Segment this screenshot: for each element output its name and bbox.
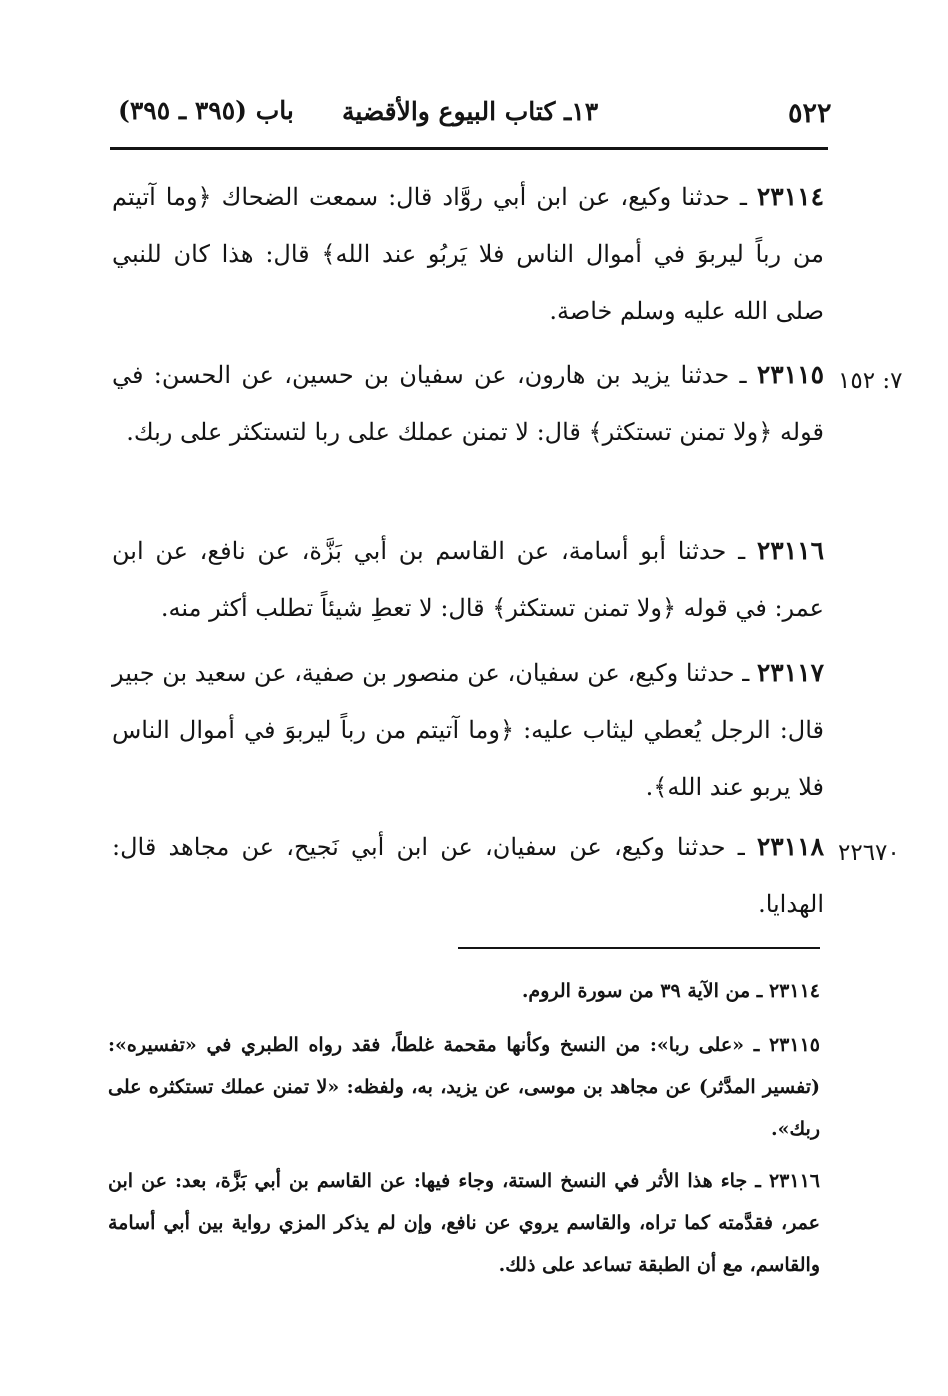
footnote-rule xyxy=(458,947,820,949)
margin-reference: ٢٢٦٧٠ xyxy=(838,840,900,866)
margin-reference: ٧: ١٥٢ xyxy=(838,368,903,394)
entry-number: ٢٣١١٨ xyxy=(756,832,824,861)
entry-text: ـ حدثنا أبو أسامة، عن القاسم بن أبي بَزَّة، عن نافع، عن ابن عمر: في قوله ﴿ولا تمنن تستكثر﴾ قال: لا تعطِ شيئاً تطلب أكثر منه. xyxy=(112,537,824,622)
hadith-entry xyxy=(112,644,824,816)
page-number: ٥٢٢ xyxy=(788,98,832,129)
entry-text: ـ حدثنا يزيد بن هارون، عن سفيان بن حسين، عن الحسن: في قوله ﴿ولا تمنن تستكثر﴾ قال: لا تمنن عملك على ربا لتستكثر على ربك. xyxy=(112,361,824,446)
footnote-number: ٢٣١١٥ xyxy=(768,1034,820,1056)
entry-number: ٢٣١١٦ xyxy=(756,536,824,565)
hadith-entry xyxy=(112,168,824,340)
header-rule xyxy=(110,147,828,150)
entry-number: ٢٣١١٤ xyxy=(756,182,824,211)
entry-number: ٢٣١١٧ xyxy=(756,658,824,687)
entry-text: ـ حدثنا وكيع، عن سفيان، عن ابن أبي نَجيح، عن مجاهد قال: الهدايا. xyxy=(112,833,824,918)
footnote-number: ٢٣١١٦ xyxy=(768,1170,820,1192)
footnote xyxy=(108,1024,820,1150)
entry-text: ـ حدثنا وكيع، عن سفيان، عن منصور بن صفية، عن سعيد بن جبير قال: الرجل يُعطي ليثاب عليه: ﴿وما آتيتم من رباً ليربوَ في أموال الناس فلا يربو عند الله﴾. xyxy=(112,659,824,801)
footnote-text: ـ «على ربا»: من النسخ وكأنها مقحمة غلطاً، فقد رواه الطبري في «تفسيره»: (تفسير المدَّثر) عن مجاهد بن موسى، عن يزيد، به، ولفظه: «لا تمنن عملك تستكثره على ربك». xyxy=(108,1034,820,1140)
chapter-title: ١٣ـ كتاب البيوع والأقضية xyxy=(342,97,599,126)
entry-text: ـ حدثنا وكيع، عن ابن أبي روَّاد قال: سمعت الضحاك ﴿وما آتيتم من رباً ليربوَ في أموال الناس فلا يَربُو عند الله﴾ قال: هذا كان للنبي صلى الله عليه وسلم خاصة. xyxy=(112,183,824,325)
footnote xyxy=(108,1160,820,1286)
section-title: باب (٣٩٥ ـ ٣٩٥) xyxy=(118,96,294,125)
hadith-entry xyxy=(112,522,824,637)
footnote xyxy=(108,970,820,1012)
footnote-text: ـ جاء هذا الأثر في النسخ الستة، وجاء فيها: عن القاسم بن أبي بَزَّة، بعد: عن ابن عمر، فقدَّمته كما تراه، والقاسم يروي عن نافع، وإن لم يذكر المزي رواية بين أبي أسامة والقاسم، مع أن الطبقة تساعد على ذلك. xyxy=(108,1170,820,1276)
entry-number: ٢٣١١٥ xyxy=(756,360,824,389)
footnote-text: ـ من الآية ٣٩ من سورة الروم. xyxy=(521,980,769,1002)
hadith-entry xyxy=(112,818,824,933)
footnote-number: ٢٣١١٤ xyxy=(768,980,820,1002)
hadith-entry xyxy=(112,346,824,461)
